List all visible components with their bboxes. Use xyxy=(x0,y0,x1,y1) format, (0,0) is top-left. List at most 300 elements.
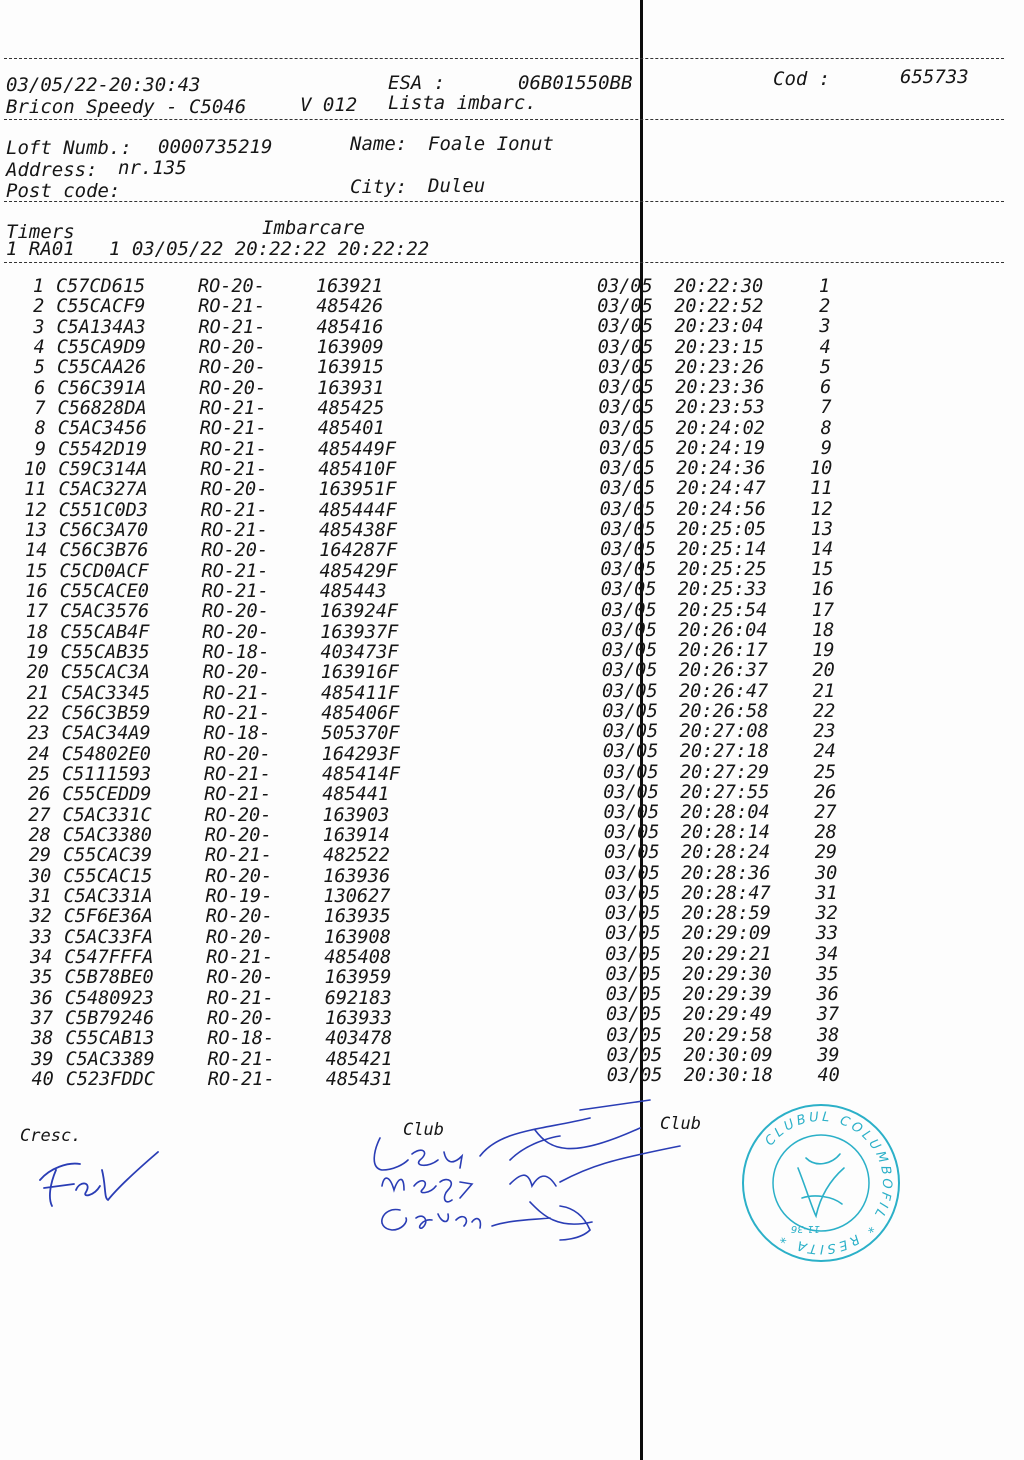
entry-ring-code: C547FFFA xyxy=(64,946,154,968)
print-datetime: 03/05/22-20:30:43 xyxy=(6,74,201,96)
entry-index: 20 xyxy=(26,662,49,684)
entry-time: 20:26:04 xyxy=(678,619,768,641)
entry-date: 03/05 xyxy=(601,640,658,662)
entry-time: 20:27:08 xyxy=(679,721,769,743)
entry-index: 3 xyxy=(33,316,45,338)
entry-series: RO-20- xyxy=(207,1007,274,1029)
club-stamp xyxy=(736,1098,906,1268)
entry-series: RO-21- xyxy=(201,560,269,582)
entry-index: 18 xyxy=(25,621,49,643)
entry-number: 163936 xyxy=(323,865,391,887)
entry-row xyxy=(1,338,1024,358)
entry-time: 20:24:36 xyxy=(676,458,766,480)
entry-date: 03/05 xyxy=(602,741,659,763)
entry-date: 03/05 xyxy=(598,377,654,399)
entry-index: 19 xyxy=(26,641,49,663)
entry-position: 26 xyxy=(813,781,837,803)
entry-date: 03/05 xyxy=(606,1064,663,1086)
entry-ring-code: C55CACF9 xyxy=(56,296,146,318)
entry-position: 31 xyxy=(815,882,838,904)
entry-row xyxy=(0,297,1024,317)
entry-row xyxy=(5,700,1024,724)
entry-ring-code: C5AC3345 xyxy=(61,682,151,704)
entry-time: 20:28:14 xyxy=(680,822,770,844)
entry-date: 03/05 xyxy=(597,336,654,358)
entry-row xyxy=(3,498,1024,521)
entry-row xyxy=(4,559,1024,582)
entry-ring-code: C56C3B76 xyxy=(59,540,149,562)
entry-date: 03/05 xyxy=(604,862,660,884)
entry-time: 20:27:29 xyxy=(680,761,770,783)
entry-row xyxy=(10,1044,1024,1070)
entry-ring-code: C5B78BE0 xyxy=(64,967,154,989)
entry-index: 23 xyxy=(27,723,50,745)
entry-series: RO-20- xyxy=(198,276,265,297)
entry-index: 24 xyxy=(27,743,50,765)
entry-time: 20:29:09 xyxy=(682,923,772,945)
entry-date: 03/05 xyxy=(605,963,662,985)
imbarcare-label: Imbarcare xyxy=(262,217,365,239)
entry-series: RO-20- xyxy=(202,662,270,684)
entry-series: RO-18- xyxy=(203,723,271,745)
entry-row xyxy=(5,660,1024,684)
club-label-right: Club xyxy=(660,1114,701,1134)
entry-number: 485401 xyxy=(317,418,385,440)
entry-index: 40 xyxy=(31,1068,54,1090)
entry-time: 20:29:21 xyxy=(682,943,772,965)
entry-row xyxy=(1,358,1024,378)
entry-index: 1 xyxy=(32,276,44,297)
entry-date: 03/05 xyxy=(598,417,655,439)
entry-row xyxy=(0,277,1024,297)
entry-index: 30 xyxy=(28,865,52,887)
entry-date: 03/05 xyxy=(606,1044,663,1066)
entry-time: 20:25:33 xyxy=(677,579,767,601)
entry-index: 13 xyxy=(24,519,47,541)
entry-index: 14 xyxy=(24,540,48,562)
entry-number: 485443 xyxy=(319,580,387,602)
entry-position: 14 xyxy=(810,538,834,560)
entry-series: RO-21- xyxy=(203,682,270,704)
entry-position: 20 xyxy=(812,660,835,682)
entry-ring-code: C55CAB35 xyxy=(60,641,150,663)
entry-ring-code: C56C3B59 xyxy=(61,702,151,724)
entry-ring-code: C55CAA26 xyxy=(57,357,147,379)
entry-series: RO-21- xyxy=(206,946,274,968)
entry-number: 485431 xyxy=(325,1068,393,1090)
entry-series: RO-21- xyxy=(207,1048,275,1070)
entry-position: 8 xyxy=(820,417,832,439)
entry-row xyxy=(6,741,1024,765)
entry-row xyxy=(4,579,1024,602)
entry-date: 03/05 xyxy=(604,882,661,904)
entry-time: 20:27:18 xyxy=(679,741,769,763)
entry-ring-code: C56828DA xyxy=(57,397,147,419)
entry-row xyxy=(9,1004,1024,1029)
entry-index: 26 xyxy=(27,784,51,806)
entry-time: 20:24:19 xyxy=(676,437,766,459)
entry-date: 03/05 xyxy=(598,397,655,419)
entry-position: 39 xyxy=(817,1044,840,1066)
entry-series: RO-18- xyxy=(207,1028,275,1050)
timers-row: 1 RA01 1 03/05/22 20:22:22 20:22:22 xyxy=(6,238,430,260)
entry-ring-code: C5AC3576 xyxy=(60,601,150,623)
entry-position: 34 xyxy=(815,943,839,965)
loft-label: Loft Numb.: xyxy=(6,137,132,159)
entry-index: 11 xyxy=(24,479,47,501)
entry-position: 25 xyxy=(813,761,836,783)
entry-position: 11 xyxy=(810,478,833,500)
entry-number: 485426 xyxy=(316,296,384,318)
entry-row xyxy=(8,903,1024,928)
entry-number: 163921 xyxy=(316,276,383,297)
entry-date: 03/05 xyxy=(599,498,656,520)
entry-number: 485425 xyxy=(317,397,385,419)
cod-label: Cod : xyxy=(773,68,831,90)
entry-ring-code: C55CACE0 xyxy=(59,580,149,602)
grower-signature xyxy=(30,1140,170,1210)
entry-ring-code: C5AC327A xyxy=(58,479,148,501)
entry-row xyxy=(3,480,1024,500)
entry-date: 03/05 xyxy=(597,276,653,297)
entry-row xyxy=(1,318,1024,338)
entry-position: 19 xyxy=(812,640,835,662)
entry-time: 20:24:47 xyxy=(676,478,766,500)
entry-number: 485441 xyxy=(322,784,390,806)
entry-position: 21 xyxy=(812,680,835,702)
entry-date: 03/05 xyxy=(598,356,654,378)
postcode-label: Post code: xyxy=(6,180,121,202)
entry-date: 03/05 xyxy=(601,599,657,621)
divider xyxy=(4,119,1004,120)
entry-time: 20:25:14 xyxy=(677,538,767,560)
entry-date: 03/05 xyxy=(604,903,661,925)
entry-index: 8 xyxy=(34,418,46,440)
entry-index: 7 xyxy=(34,397,46,419)
city-value: Duleu xyxy=(428,175,486,197)
loft-number: 0000735219 xyxy=(158,136,273,158)
entry-index: 39 xyxy=(31,1048,54,1070)
entry-row xyxy=(3,538,1024,562)
entry-index: 25 xyxy=(27,763,50,785)
entry-date: 03/05 xyxy=(603,761,659,783)
entry-number: 485411F xyxy=(321,682,399,704)
entry-ring-code: C55CAC39 xyxy=(63,845,153,867)
entry-time: 20:23:15 xyxy=(674,336,764,358)
entry-ring-code: C5F6E36A xyxy=(63,906,153,928)
entry-time: 20:27:55 xyxy=(680,781,770,803)
entry-time: 20:22:52 xyxy=(674,296,764,318)
entry-row xyxy=(5,640,1024,663)
entry-date: 03/05 xyxy=(602,680,658,702)
entry-position: 10 xyxy=(809,458,833,480)
entry-time: 20:28:36 xyxy=(681,862,771,884)
entry-date: 03/05 xyxy=(602,721,659,743)
entry-number: 163937F xyxy=(320,621,399,643)
entry-ring-code: C56C3A70 xyxy=(59,519,149,541)
entry-number: 485406F xyxy=(321,702,400,724)
stamp-inner-text: 11-36 xyxy=(790,1223,820,1234)
entry-index: 31 xyxy=(29,885,52,907)
entry-date: 03/05 xyxy=(603,801,660,823)
entry-series: RO-21- xyxy=(199,397,267,419)
entry-time: 20:26:17 xyxy=(678,640,768,662)
entry-number: 164293F xyxy=(321,743,400,765)
entry-series: RO-19- xyxy=(205,885,273,907)
entry-row xyxy=(7,822,1024,846)
entry-index: 12 xyxy=(24,499,47,521)
entry-position: 18 xyxy=(811,619,835,641)
entry-time: 20:28:59 xyxy=(681,903,771,925)
entry-number: 130627 xyxy=(323,885,391,907)
divider xyxy=(4,262,1004,263)
city-label: City: xyxy=(350,176,408,198)
entry-index: 22 xyxy=(26,702,50,724)
entry-ring-code: C5480923 xyxy=(64,987,154,1009)
entry-row xyxy=(2,437,1024,460)
entry-position: 24 xyxy=(813,741,836,763)
entry-number: 163935 xyxy=(323,906,391,928)
entry-series: RO-21- xyxy=(207,1068,275,1090)
entry-ring-code: C59C314A xyxy=(58,458,148,480)
cod-value: 655733 xyxy=(900,66,969,88)
entry-position: 33 xyxy=(815,923,838,945)
entry-time: 20:22:30 xyxy=(674,276,764,297)
entry-date: 03/05 xyxy=(600,559,657,581)
entry-time: 20:23:53 xyxy=(675,397,765,419)
entry-ring-code: C5AC34A9 xyxy=(61,723,151,745)
entry-series: RO-21- xyxy=(206,987,274,1009)
entry-number: 164287F xyxy=(319,540,398,562)
entry-series: RO-20- xyxy=(199,377,267,399)
entry-position: 36 xyxy=(816,984,839,1006)
entry-date: 03/05 xyxy=(604,842,660,864)
entry-series: RO-20- xyxy=(203,743,271,765)
entry-index: 28 xyxy=(28,824,51,846)
entry-time: 20:28:24 xyxy=(681,842,771,864)
entry-date: 03/05 xyxy=(599,458,655,480)
entry-date: 03/05 xyxy=(606,1004,662,1026)
entry-number: 163931 xyxy=(317,377,385,399)
entry-position: 22 xyxy=(812,700,836,722)
entry-ring-code: C55CAC15 xyxy=(63,865,153,887)
entry-index: 2 xyxy=(33,296,45,318)
entry-row xyxy=(8,943,1024,968)
entry-number: 485429F xyxy=(319,560,398,582)
entry-number: 163924F xyxy=(320,601,398,623)
entry-number: 163959 xyxy=(324,967,392,989)
entry-date: 03/05 xyxy=(600,579,657,601)
entry-row xyxy=(6,761,1024,785)
entry-position: 13 xyxy=(810,518,833,540)
divider xyxy=(4,58,1004,59)
entry-index: 36 xyxy=(30,987,53,1009)
entry-time: 20:25:05 xyxy=(677,518,767,540)
entry-position: 27 xyxy=(814,801,837,823)
entry-time: 20:26:47 xyxy=(679,680,769,702)
entry-ring-code: C55CAB13 xyxy=(65,1028,155,1050)
entry-date: 03/05 xyxy=(597,316,654,338)
entry-index: 4 xyxy=(33,336,45,358)
entry-series: RO-21- xyxy=(201,580,269,602)
entry-ring-code: C5AC331C xyxy=(62,804,152,826)
entry-series: RO-21- xyxy=(201,519,268,541)
entry-ring-code: C57CD615 xyxy=(56,276,146,297)
entry-ring-code: C55CEDD9 xyxy=(62,784,152,806)
entry-time: 20:23:36 xyxy=(675,377,765,399)
entry-row xyxy=(5,680,1024,704)
entry-date: 03/05 xyxy=(597,296,653,318)
entry-position: 28 xyxy=(814,822,837,844)
entry-date: 03/05 xyxy=(605,984,662,1006)
entry-series: RO-21- xyxy=(200,499,268,521)
club-signatures xyxy=(360,1090,690,1250)
entry-index: 6 xyxy=(34,377,46,399)
entry-ring-code: C56C391A xyxy=(57,377,147,399)
entry-series: RO-21- xyxy=(200,458,268,480)
entry-series: RO-20- xyxy=(205,906,273,928)
entry-ring-code: C523FDDC xyxy=(65,1068,155,1090)
entry-series: RO-21- xyxy=(204,784,272,806)
entry-series: RO-20- xyxy=(202,621,270,643)
entry-ring-code: C5AC3456 xyxy=(57,418,147,440)
entry-position: 30 xyxy=(814,862,838,884)
entry-position: 17 xyxy=(811,599,834,621)
esa-value: 06B01550BB xyxy=(518,72,633,94)
address-label: Address: xyxy=(6,159,98,181)
entry-number: 482522 xyxy=(323,845,390,867)
entry-series: RO-21- xyxy=(198,296,266,318)
entry-ring-code: C55CA9D9 xyxy=(56,336,146,358)
entry-date: 03/05 xyxy=(601,660,658,682)
entry-ring-code: C5AC33FA xyxy=(64,926,154,948)
entry-index: 37 xyxy=(30,1007,53,1029)
entry-index: 10 xyxy=(23,458,47,480)
entry-number: 485416 xyxy=(316,316,384,338)
entry-time: 20:28:47 xyxy=(681,882,771,904)
entry-index: 32 xyxy=(29,906,52,928)
list-title: Lista imbarc. xyxy=(388,92,537,114)
entry-number: 485421 xyxy=(325,1048,393,1070)
entry-number: 485410F xyxy=(318,458,397,480)
entry-row xyxy=(6,781,1024,806)
entry-row xyxy=(8,923,1024,948)
entry-position: 23 xyxy=(813,721,836,743)
stamp-ring-text: CLUBUL COLUMBOFIL * RESITA * xyxy=(762,1109,895,1257)
entry-time: 20:29:49 xyxy=(683,1004,773,1026)
entry-number: 163915 xyxy=(317,357,384,379)
device-name: Bricon Speedy - C5046 xyxy=(6,96,247,118)
entry-ring-code: C5542D19 xyxy=(58,438,148,460)
entry-series: RO-20- xyxy=(205,865,273,887)
entry-date: 03/05 xyxy=(605,923,661,945)
entry-row xyxy=(1,379,1024,399)
entry-number: 163951F xyxy=(318,479,397,501)
entry-ring-code: C5AC331A xyxy=(63,885,153,907)
entry-time: 20:24:02 xyxy=(675,417,765,439)
entry-position: 7 xyxy=(820,397,832,419)
entry-time: 20:28:04 xyxy=(680,801,770,823)
entry-series: RO-20- xyxy=(200,479,268,501)
entry-number: 485414F xyxy=(322,763,400,785)
entry-series: RO-20- xyxy=(201,540,269,562)
entry-number: 692183 xyxy=(324,987,392,1009)
entry-series: RO-20- xyxy=(202,601,269,623)
entry-time: 20:26:58 xyxy=(679,700,769,722)
entry-index: 38 xyxy=(30,1028,54,1050)
device-version: V 012 xyxy=(300,94,358,116)
entry-row xyxy=(7,862,1024,887)
entry-number: 163909 xyxy=(316,336,384,358)
entry-position: 3 xyxy=(819,316,831,338)
entry-time: 20:30:18 xyxy=(683,1064,773,1086)
entry-series: RO-21- xyxy=(204,763,271,785)
entry-position: 40 xyxy=(817,1064,840,1086)
entry-time: 20:29:39 xyxy=(682,984,772,1006)
entry-number: 485449F xyxy=(318,438,396,460)
entry-position: 6 xyxy=(820,377,832,399)
entry-time: 20:29:58 xyxy=(683,1024,773,1046)
entry-position: 32 xyxy=(815,903,838,925)
entry-ring-code: C5AC3389 xyxy=(65,1048,155,1070)
entry-ring-code: C54802E0 xyxy=(61,743,151,765)
entry-number: 163933 xyxy=(325,1007,392,1029)
entry-time: 20:25:25 xyxy=(677,559,767,581)
entry-date: 03/05 xyxy=(603,781,659,803)
esa-label: ESA : xyxy=(388,72,446,94)
entry-ring-code: C5A134A3 xyxy=(56,316,146,338)
entry-series: RO-20- xyxy=(204,804,272,826)
entry-position: 15 xyxy=(811,559,834,581)
entry-number: 403473F xyxy=(320,641,399,663)
entry-position: 2 xyxy=(819,296,831,318)
entry-position: 4 xyxy=(819,336,831,358)
owner-name: Foale Ionut xyxy=(428,133,554,155)
entry-number: 485438F xyxy=(319,519,397,541)
entry-row xyxy=(4,599,1024,623)
entry-index: 35 xyxy=(30,967,53,989)
entry-series: RO-21- xyxy=(198,316,266,338)
entry-number: 485408 xyxy=(324,946,392,968)
entry-row xyxy=(9,963,1024,989)
entry-row xyxy=(2,460,1024,480)
entry-row xyxy=(9,984,1024,1009)
entry-position: 9 xyxy=(820,437,832,459)
entry-time: 20:24:56 xyxy=(676,498,766,520)
entry-time: 20:23:26 xyxy=(675,356,765,378)
entry-ring-code: C55CAC3A xyxy=(60,662,150,684)
entry-number: 403478 xyxy=(325,1028,393,1050)
entry-ring-code: C5CD0ACF xyxy=(59,560,149,582)
entry-index: 16 xyxy=(25,580,48,602)
entry-number: 485444F xyxy=(318,499,397,521)
entry-position: 37 xyxy=(816,1004,839,1026)
entry-date: 03/05 xyxy=(599,478,656,500)
entry-ring-code: C5111593 xyxy=(62,763,152,785)
entry-date: 03/05 xyxy=(606,1024,662,1046)
address-value: nr.135 xyxy=(118,157,187,179)
entry-date: 03/05 xyxy=(600,518,656,540)
entry-series: RO-20- xyxy=(206,926,273,948)
entry-index: 17 xyxy=(25,601,48,623)
entry-row xyxy=(9,1024,1024,1050)
entry-number: 163916F xyxy=(320,662,399,684)
entry-row xyxy=(4,619,1024,643)
entry-series: RO-20- xyxy=(206,967,274,989)
entry-ring-code: C551C0D3 xyxy=(58,499,148,521)
entry-row xyxy=(7,801,1024,826)
entry-series: RO-21- xyxy=(199,418,267,440)
